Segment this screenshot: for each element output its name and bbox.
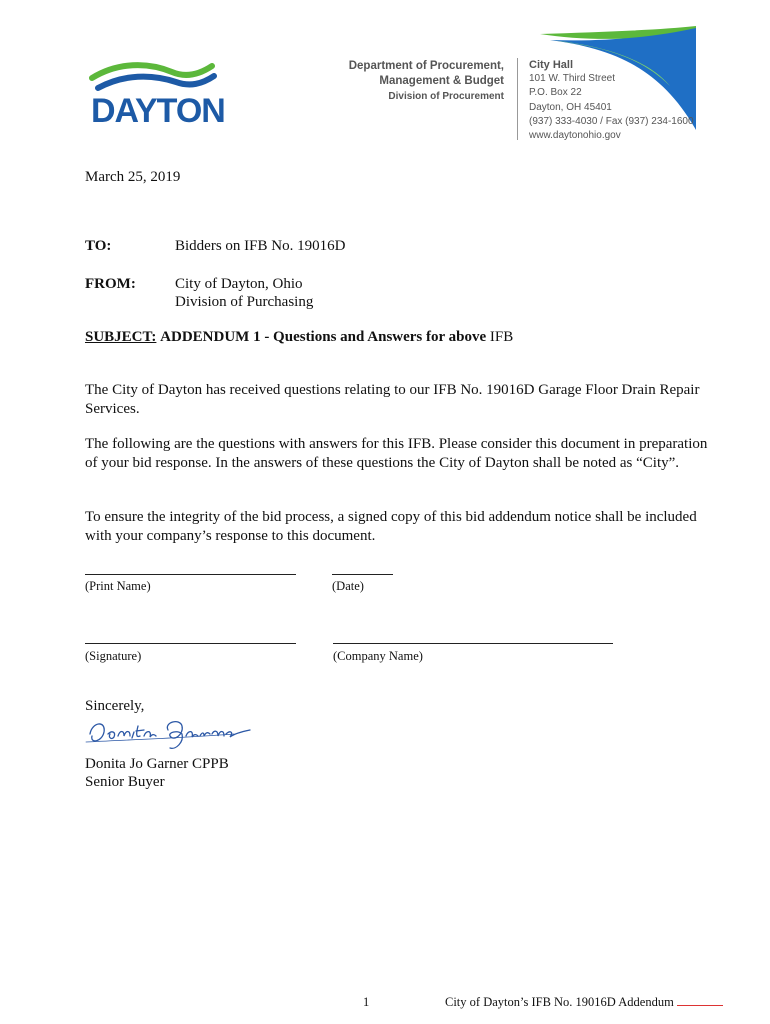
city-hall-address: [529, 58, 694, 143]
handwritten-signature: [84, 712, 254, 754]
department-block: [330, 59, 504, 104]
department-line: Management & Budget: [379, 75, 504, 87]
address-line: Dayton, OH 45401: [529, 101, 612, 113]
addendum-number-blank: [677, 995, 723, 1006]
date-label: (Date): [332, 579, 364, 593]
header-divider: [517, 58, 518, 140]
logo-wordmark: DAYTON: [91, 92, 225, 130]
footer-addendum: [445, 993, 723, 1012]
signature-label: (Signature): [85, 649, 142, 663]
company-name-label: (Company Name): [333, 649, 423, 663]
from-label: FROM:: [85, 276, 136, 292]
department-line: Department of Procurement,: [348, 60, 504, 72]
address-line: 101 W. Third Street: [529, 73, 615, 85]
from-line: City of Dayton, Ohio: [175, 276, 303, 292]
signer-name: Donita Jo Garner CPPB: [85, 756, 229, 772]
subject-line: [85, 328, 513, 347]
from-line: Division of Purchasing: [175, 294, 314, 310]
sincerely-text: Sincerely,: [85, 698, 145, 714]
paragraph-integrity: To ensure the integrity of the bid process, a signed copy of this bid addendum notice shall be included with your company’s response to this document.: [85, 509, 697, 544]
department-line: Division of Procurement: [388, 91, 504, 102]
print-name-label: (Print Name): [85, 579, 151, 593]
website-link[interactable]: www.daytonohio.gov: [529, 130, 621, 142]
subject-tail: IFB: [489, 329, 514, 345]
paragraph-intro: The City of Dayton has received questions relating to our IFB No. 19016D Garage Floor Drain Repair Services.: [85, 382, 700, 417]
company-name-line[interactable]: [333, 643, 613, 644]
page-number: 1: [363, 995, 370, 1009]
footer-addendum-text: City of Dayton’s IFB No. 19016D Addendum: [445, 995, 674, 1009]
to-value: Bidders on IFB No. 19016D: [175, 238, 346, 254]
paragraph-instructions: The following are the questions with answers for this IFB. Please consider this document in preparation of your bid response. In the answers of these questions the City of Dayton shall be noted as “City”.: [85, 436, 708, 471]
to-label: TO:: [85, 238, 112, 254]
city-hall-title: City Hall: [529, 59, 574, 71]
memo-date: March 25, 2019: [85, 169, 181, 185]
dayton-logo: [88, 58, 225, 136]
signer-title: Senior Buyer: [85, 774, 165, 790]
subject-label: SUBJECT:: [85, 329, 157, 345]
print-name-line[interactable]: [85, 574, 296, 575]
date-line[interactable]: [332, 574, 393, 575]
signature-line[interactable]: [85, 643, 296, 644]
subject-text: ADDENDUM 1 - Questions and Answers for above: [160, 329, 487, 345]
address-line: (937) 333-4030 / Fax (937) 234-1600: [529, 115, 694, 127]
address-line: P.O. Box 22: [529, 87, 582, 99]
